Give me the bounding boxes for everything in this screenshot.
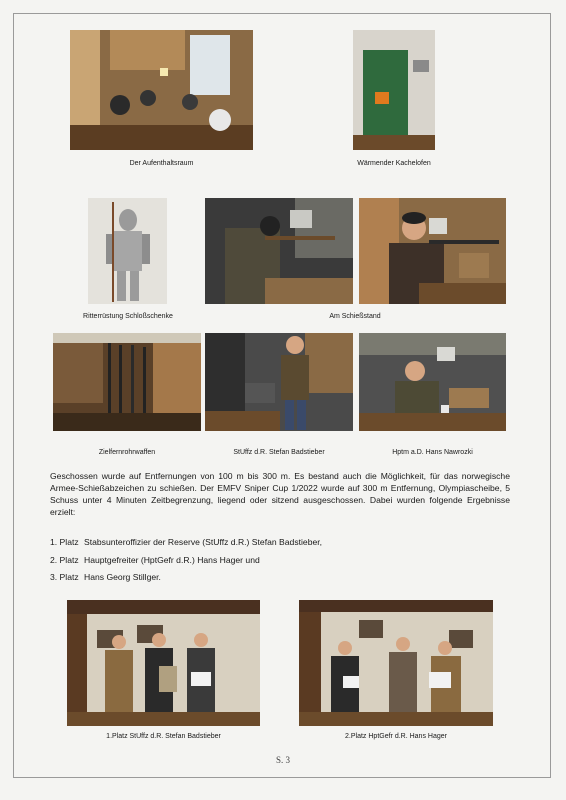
- caption-platz2: 2.Platz HptGefr d.R. Hans Hager: [345, 733, 447, 740]
- result-item: [50, 555, 322, 573]
- result-text: Hauptgefreiter (HptGefr d.R.) Hans Hager und: [84, 554, 260, 565]
- result-text: Stabsunteroffizier der Reserve (StUffz d.R.) Stefan Badstieber,: [84, 537, 323, 547]
- photo-kachelofen: [353, 30, 435, 150]
- photo-aufenthaltsraum: [70, 30, 253, 150]
- caption-schiessstand: Am Schießstand: [329, 313, 381, 320]
- photo-badstieber: [205, 333, 353, 431]
- result-rank: 1. Platz: [50, 537, 79, 547]
- photo-platz2: [299, 600, 493, 726]
- result-rank: 2. Platz: [50, 554, 79, 565]
- photo-platz1: [67, 600, 260, 726]
- caption-kachelofen: Wärmender Kachelofen: [357, 160, 431, 167]
- caption-ritterruestung: Ritterrüstung Schloßschenke: [83, 313, 173, 320]
- photo-schiessstand-2: [359, 198, 506, 304]
- photo-zielfernrohrwaffen: [53, 333, 201, 431]
- results-list: [50, 537, 322, 590]
- result-item: [50, 572, 322, 590]
- photo-ritterruestung: [88, 198, 167, 304]
- caption-aufenthaltsraum: Der Aufenthaltsraum: [129, 160, 194, 167]
- photo-nawrozki: [359, 333, 506, 431]
- caption-nawrozki: Hptm a.D. Hans Nawrozki: [392, 449, 473, 456]
- photo-schiessstand-1: [205, 198, 353, 304]
- caption-badstieber: StUffz d.R. Stefan Badstieber: [233, 449, 325, 456]
- result-rank: 3. Platz: [50, 572, 79, 582]
- caption-platz1: 1.Platz StUffz d.R. Stefan Badstieber: [106, 733, 221, 740]
- page-number: S. 3: [275, 755, 290, 765]
- caption-zielfernrohrwaffen: Zielfernrohrwaffen: [98, 449, 156, 456]
- result-text: Hans Georg Stillger.: [84, 572, 161, 582]
- body-paragraph: Geschossen wurde auf Entfernungen von 100 m bis 300 m. Es bestand auch die Möglichkeit, für das norwegische Armee-Schießabzeichen zu schießen. Der EMFV Sniper Cup 1/2022 wurde auf 300 m Entfernung, Olympiascheibe, 5 Schuss unter 4 Minuten Zeitbegrenzung, liegend oder sitzend ausgeschossen. Dabei wurden folgende Ergebnisse erzielt:: [50, 471, 510, 517]
- result-item: [50, 537, 322, 555]
